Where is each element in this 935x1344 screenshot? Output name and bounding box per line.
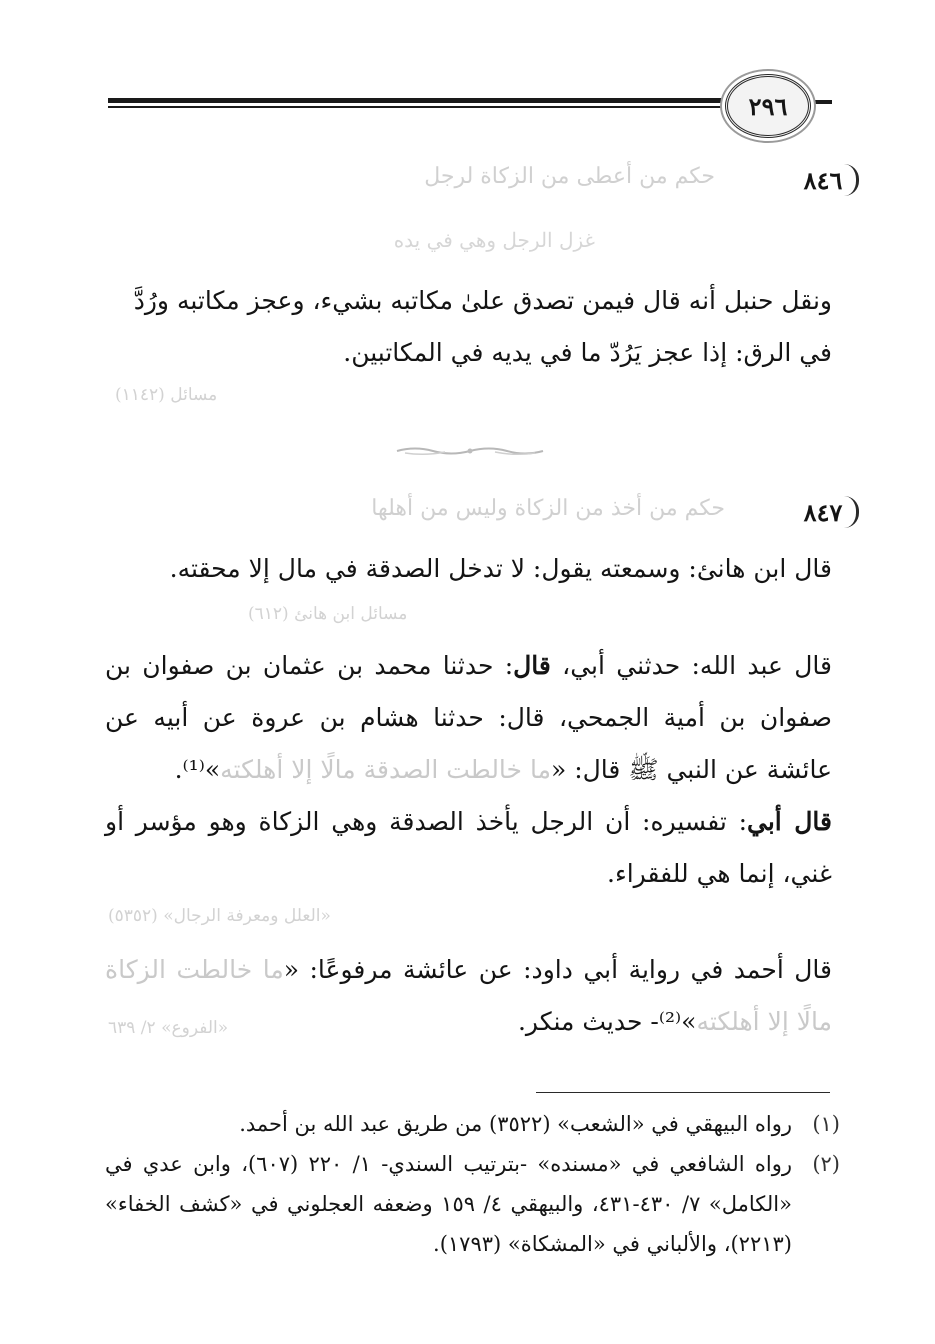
section-number-847: ٨٤٧ [793,492,853,532]
page-number: ٢٩٦ [748,91,788,121]
section-subtitle-846: غزل الرجل وهي في يده [393,228,595,252]
footnote-1 [105,1104,840,1144]
source-ref-846: مسائل (١١٤٢) [115,385,218,405]
ornament-divider-icon [395,444,545,458]
p2-text-end: »⁽¹⁾. [174,755,221,784]
p3-text: : تفسيره: أن الرجل يأخذ الصدقة وهي الزكاة وهو مؤسر أو غني، إنما هي للفقراء. [105,807,832,888]
footnote-mark: (٢) [812,1152,840,1176]
p4-text-end: »⁽²⁾- حديث منكر. [517,1007,697,1036]
p2-bold: قال [513,651,551,680]
page-number-badge [725,74,811,138]
footnote-2 [105,1144,840,1264]
p3-bold: قال أبي [747,807,832,836]
section-title-846: حكم من أعطى من الزكاة لرجل [424,164,715,189]
p4-hadith-quote: ما خالطت الزكاة مالًا إلا أهلكته [105,955,832,1036]
p2-hadith-quote: ما خالطت الصدقة مالًا إلا أهلكته [220,755,551,784]
p2-text-b: : حدثنا محمد بن عثمان بن صفوان بن صفوان بن أمية الجمحي، قال: حدثنا هشام بن عروة عن أبيه عن عائشة عن النبي ﷺ قال: « [105,651,832,784]
paragraph-846 [105,275,832,379]
footnotes [105,1104,840,1264]
header-rule-thin [108,106,728,108]
p4-text-a: قال أحمد في رواية أبي داود: عن عائشة مرفوعًا: « [283,955,832,984]
footnote-text: رواه البيهقي في «الشعب» (٣٥٢٢) من طريق عبد الله بن أحمد. [239,1112,792,1136]
source-ref-847-1: مسائل ابن هانئ (٦١٢) [248,604,408,624]
paragraph-846-line1: ونقل حنبل أنه قال فيمن تصدق علىٰ مكاتبه بشيء، وعجز مكاتبه ورُدَّ [133,286,832,315]
paragraph-846-line2: في الرق: إذا عجز يَرُدّ ما في يديه في المكاتبين. [343,338,832,367]
footnote-mark: (١) [812,1112,840,1136]
footnote-rule [536,1092,830,1093]
paragraph-847-2 [105,640,832,796]
section-title-847: حكم من أخذ من الزكاة وليس من أهلها [371,496,725,521]
p2-text-a: قال عبد الله: حدثني أبي، [550,651,832,680]
footnote-text: رواه الشافعي في «مسنده» -بترتيب السندي- ١/ ٢٢٠ (٦٠٧)، وابن عدي في «الكامل» ٧/ ٤٣٠-٤٣١، والبيهقي ٤/ ١٥٩ وضعفه العجلوني في «كشف الخفاء» (٢٢١٣)، والألباني في «المشكاة» (١٧٩٣). [105,1152,792,1256]
paragraph-847-1: قال ابن هانئ: وسمعته يقول: لا تدخل الصدقة في مال إلا محقته. [169,554,832,583]
paragraph-847-3 [105,796,832,900]
source-ref-847-4: «الفروع» ٢/ ٦٣٩ [108,1018,229,1038]
section-number-846: ٨٤٦ [793,160,853,200]
header-rule [108,98,728,103]
source-ref-847-3: «العلل ومعرفة الرجال» (٥٣٥٢) [108,906,331,926]
